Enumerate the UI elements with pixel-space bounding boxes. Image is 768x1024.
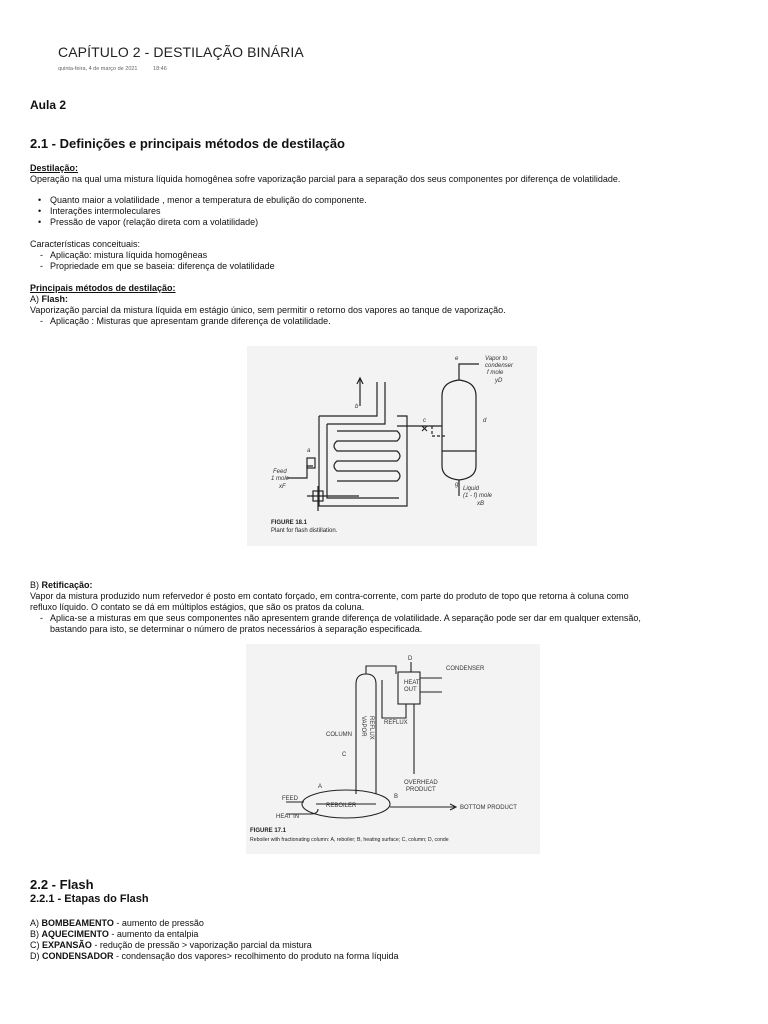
section-2-1-heading: 2.1 - Definições e principais métodos de destilação: [30, 136, 345, 151]
flash-method-label: [30, 294, 68, 305]
fig1-label-mole: f mole: [487, 370, 504, 376]
step-prefix: C): [30, 940, 40, 950]
fig2-label-c: C: [342, 752, 347, 758]
fig2-label-bottom-product: BOTTOM PRODUCT: [460, 805, 517, 811]
destilacao-text: Operação na qual uma mistura líquida homogênea sofre vaporização parcial para a separação dos seus componentes por diferença de volatilidade.: [30, 174, 621, 184]
fig1-label-liquid: Liquid: [463, 486, 480, 492]
fig1-caption-text: Plant for flash distillation.: [271, 528, 338, 534]
step-label: CONDENSADOR: [42, 951, 114, 961]
step-label: BOMBEAMENTO: [41, 918, 114, 928]
flash-text: Vaporização parcial da mistura líquida em estágio único, sem permitir o retorno dos vapores ao tanque de vaporização.: [30, 305, 506, 315]
fig1-label-a: a: [307, 448, 311, 454]
retificacao-label: Retificação:: [41, 580, 93, 590]
fig2-label-heat: HEAT: [404, 680, 420, 686]
fig2-label-b: B: [394, 794, 399, 800]
fig1-label-xb: xB: [477, 501, 485, 507]
fig1-caption-title: FIGURE 18.1: [271, 520, 308, 526]
reboiler-column-diagram: [246, 644, 540, 854]
fig2-caption-text: Reboiler with fractionating column: A, reboiler; B, heating surface; C, column; D, conde: [250, 837, 449, 843]
flash-prefix: A): [30, 294, 39, 304]
fig1-label-condenser: condenser: [485, 363, 514, 369]
page-title: CAPÍTULO 2 - DESTILAÇÃO BINÁRIA: [58, 44, 304, 60]
retificacao-text-1: Vapor da mistura produzido num refervedor é posto em contato forçado, em contra-corrente, com parte do produto de topo que retorna à coluna como: [30, 591, 629, 601]
metodos-label: Principais métodos de destilação:: [30, 283, 176, 293]
step-text: - aumento de pressão: [113, 918, 204, 928]
page-time: 18:46: [153, 66, 167, 72]
page-date: quinta-feira, 4 de março de 2021: [58, 66, 138, 72]
fig1-label-c: c: [423, 418, 426, 424]
section-2-2-1-heading: 2.2.1 - Etapas do Flash: [30, 893, 149, 905]
step-prefix: D): [30, 951, 40, 961]
retificacao-items: [30, 613, 641, 624]
fig2-label-a: A: [318, 784, 323, 790]
list-item: - Aplicação : Misturas que apresentam grande diferença de volatilidade.: [30, 316, 331, 327]
flash-plant-diagram: [247, 346, 537, 546]
fig2-label-feed: FEED: [282, 796, 299, 802]
reboiler-column-figure: [246, 644, 540, 854]
step-label: EXPANSÃO: [42, 940, 92, 950]
list-item: • Pressão de vapor (relação direta com a volatilidade): [30, 217, 367, 228]
fig1-label-e: e: [455, 356, 459, 362]
fig2-label-product: PRODUCT: [406, 787, 436, 793]
step-d: [30, 951, 398, 962]
fig1-label-liquid-mole: (1 - f) mole: [463, 493, 493, 499]
fig2-label-overhead: OVERHEAD: [404, 780, 438, 786]
fig1-label-b: b: [355, 404, 359, 410]
list-item: - Aplicação: mistura líquida homogêneas: [30, 250, 275, 261]
flash-plant-figure: [247, 346, 537, 546]
retificacao-prefix: B): [30, 580, 39, 590]
caracteristicas-label: Características conceituais:: [30, 239, 141, 249]
fig1-label-d: d: [483, 418, 487, 424]
step-text: - aumento da entalpia: [108, 929, 199, 939]
retificacao-method-label: [30, 580, 93, 591]
list-item: - Aplica-se a misturas em que seus componentes não apresentem grande diferença de volatilidade. A separação pode ser dar em qualquer extensão,: [30, 613, 641, 624]
retificacao-text-2: refluxo líquido. O contato se dá em múltiplos estágios, que são os pratos da coluna.: [30, 602, 365, 612]
aula-heading: Aula 2: [30, 98, 67, 112]
fig2-label-d: D: [408, 656, 413, 662]
step-c: [30, 940, 312, 951]
fig2-label-out: OUT: [404, 687, 417, 693]
page-timestamp: [58, 66, 181, 72]
fig1-label-feed-mole: 1 mole: [271, 476, 290, 482]
list-item: - Propriedade em que se baseia: diferença de volatilidade: [30, 261, 275, 272]
volatility-bullets: [30, 195, 367, 228]
step-prefix: B): [30, 929, 39, 939]
flash-items: [30, 316, 331, 327]
section-2-2-heading: 2.2 - Flash: [30, 877, 94, 892]
fig2-label-reflux-vertical: REFLUX: [368, 716, 374, 740]
fig1-label-xf: xF: [279, 484, 286, 490]
step-a: [30, 918, 204, 929]
fig2-caption-title: FIGURE 17.1: [250, 828, 287, 834]
fig1-label-yd: yD: [495, 378, 503, 384]
step-prefix: A): [30, 918, 39, 928]
list-item: • Quanto maior a volatilidade , menor a temperatura de ebulição do componente.: [30, 195, 367, 206]
fig2-label-column: COLUMN: [326, 732, 353, 738]
fig2-label-vapor: VAPOR: [360, 716, 366, 737]
caracteristicas-list: [30, 250, 275, 272]
flash-label: Flash:: [41, 294, 69, 304]
fig2-label-condenser: CONDENSER: [446, 666, 485, 672]
fig2-label-reboiler: REBOILER: [326, 803, 357, 809]
destilacao-label: Destilação:: [30, 163, 79, 173]
step-text: - condensação dos vapores> recolhimento do produto na forma líquida: [113, 951, 399, 961]
step-text: - redução de pressão > vaporização parcial da mistura: [91, 940, 312, 950]
fig1-label-g: g: [455, 482, 459, 488]
fig2-label-heat-in: HEAT IN: [276, 814, 300, 820]
fig1-label-vapor: Vapor to: [485, 356, 508, 362]
step-b: [30, 929, 198, 940]
retificacao-item-continuation: bastando para isto, se determinar o número de pratos necessários à separação especificada.: [50, 624, 423, 634]
step-label: AQUECIMENTO: [41, 929, 109, 939]
fig1-label-feed: Feed: [273, 469, 287, 475]
fig2-label-reflux: REFLUX: [384, 720, 408, 726]
list-item: • Interações intermoleculares: [30, 206, 367, 217]
